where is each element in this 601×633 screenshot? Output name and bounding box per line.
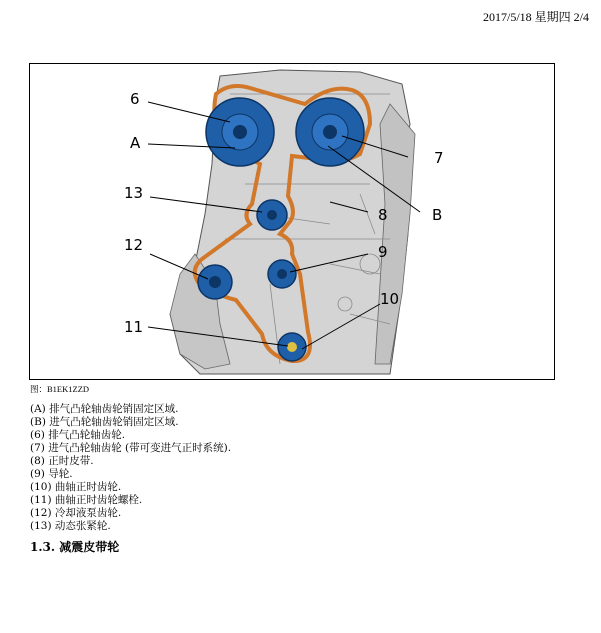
legend-list bbox=[30, 403, 231, 533]
callout-12: 12 bbox=[124, 236, 144, 254]
legend-item: (7) 进气凸轮轴齿轮 (带可变进气正时系统). bbox=[30, 442, 232, 454]
idler-pulley bbox=[268, 260, 296, 288]
dynamic-tensioner-pulley bbox=[257, 200, 287, 230]
figure-caption: 图：B1EK1ZZD bbox=[30, 384, 90, 394]
coolant-pump-gear bbox=[198, 265, 232, 299]
page-header: 2017/5/18 星期四 2/4 bbox=[482, 10, 589, 24]
legend-item: (13) 动态张紧轮. bbox=[30, 520, 111, 532]
callout-6: 6 bbox=[130, 90, 140, 108]
exhaust-camshaft-gear bbox=[206, 98, 274, 166]
legend-item: (8) 正时皮带. bbox=[30, 455, 94, 467]
section-heading: 1.3. 减震皮带轮 bbox=[30, 540, 120, 554]
crankshaft-timing-gear bbox=[278, 333, 306, 361]
callout-13: 13 bbox=[124, 184, 144, 202]
engine-illustration bbox=[30, 64, 554, 379]
legend-item: (6) 排气凸轮轴齿轮. bbox=[30, 429, 126, 441]
legend-item: (A) 排气凸轮轴齿轮销固定区域. bbox=[30, 403, 179, 415]
callout-11: 11 bbox=[124, 318, 144, 336]
intake-camshaft-gear bbox=[296, 98, 364, 166]
callout-B: B bbox=[432, 206, 443, 224]
callout-A: A bbox=[130, 134, 141, 152]
callout-8: 8 bbox=[378, 206, 388, 224]
callout-10: 10 bbox=[380, 290, 400, 308]
timing-belt-figure bbox=[29, 63, 555, 380]
callout-7: 7 bbox=[434, 149, 444, 167]
callout-9: 9 bbox=[378, 243, 388, 261]
legend-item: (11) 曲轴正时齿轮螺栓. bbox=[30, 494, 143, 506]
legend-item: (12) 冷却液泵齿轮. bbox=[30, 507, 122, 519]
legend-item: (9) 导轮. bbox=[30, 468, 73, 480]
legend-item: (10) 曲轴正时齿轮. bbox=[30, 481, 122, 493]
legend-item: (B) 进气凸轮轴齿轮销固定区域. bbox=[30, 416, 179, 428]
